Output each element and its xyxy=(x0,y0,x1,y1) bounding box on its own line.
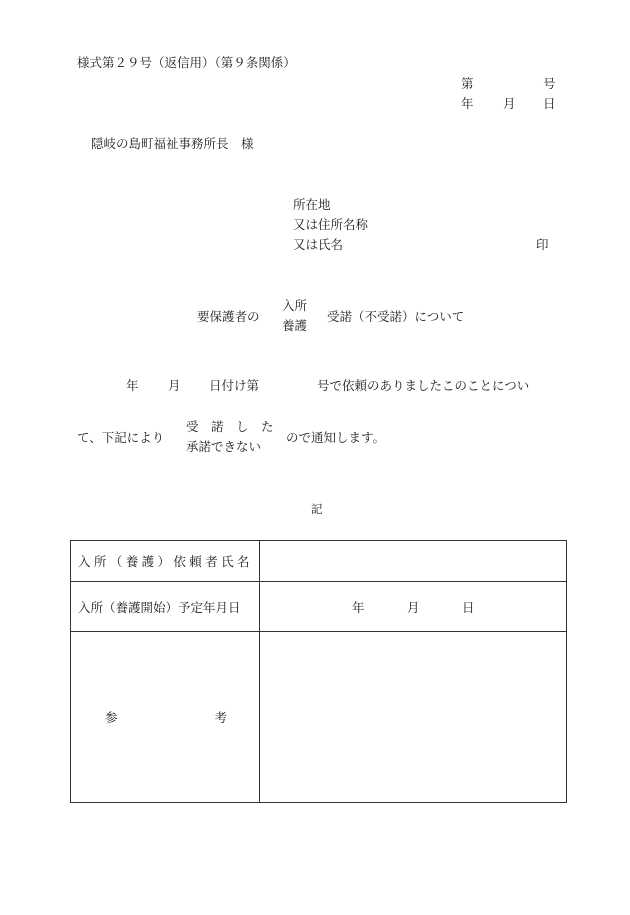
subject-option-nyusho: 入所 xyxy=(282,298,308,313)
body-year: 年 xyxy=(126,378,139,393)
planned-date-label-cell xyxy=(71,582,260,632)
requester-name-label: 入所（養護）依頼者氏名 xyxy=(78,554,253,569)
table-row xyxy=(71,632,567,803)
body-option-accepted: 受 諾 し た xyxy=(186,419,274,434)
requester-name-label-cell xyxy=(71,541,260,582)
addressee: 隠岐の島町福祉事務所長 様 xyxy=(91,136,254,151)
doc-number-suffix: 号 xyxy=(543,76,556,91)
table-row xyxy=(71,582,567,632)
subject-prefix: 要保護者の xyxy=(197,309,260,324)
body-line1-rest: 号で依頼のありましたこのことについ xyxy=(317,378,530,393)
planned-date-month: 月 xyxy=(407,599,420,615)
requester-name-field[interactable] xyxy=(260,541,567,582)
doc-number-prefix: 第 xyxy=(461,76,474,91)
planned-date-year: 年 xyxy=(352,599,365,615)
remarks-field[interactable] xyxy=(260,632,567,803)
remarks-label-right: 考 xyxy=(214,710,227,725)
doc-date-month: 月 xyxy=(503,96,516,111)
remarks-label-left: 参 xyxy=(105,710,118,725)
subject-option-yougo: 養護 xyxy=(282,318,308,333)
subject-suffix: 受諾（不受諾）について xyxy=(327,309,465,324)
form-number: 様式第２９号（返信用）（第９条関係） xyxy=(77,55,296,70)
table-row xyxy=(71,541,567,582)
doc-date-day: 日 xyxy=(543,96,556,111)
body-line2-suffix: ので通知します。 xyxy=(286,430,386,445)
sender-name-label: 又は住所名称 xyxy=(293,217,369,232)
sender-address-label: 所在地 xyxy=(293,197,331,212)
body-line2-prefix: て、下記により xyxy=(77,430,165,445)
planned-date-field[interactable] xyxy=(260,582,567,632)
remarks-label-cell xyxy=(71,632,260,803)
details-table xyxy=(70,540,567,803)
planned-date-label: 入所（養護開始）予定年月日 xyxy=(78,599,241,615)
ki-heading: 記 xyxy=(311,502,323,516)
body-option-not-accepted: 承諾できない xyxy=(186,439,262,454)
seal-mark: 印 xyxy=(536,237,549,252)
sender-person-label: 又は氏名 xyxy=(293,237,344,252)
planned-date-day: 日 xyxy=(462,599,475,615)
body-month: 月 xyxy=(168,378,181,393)
body-day-number: 日付け第 xyxy=(209,378,260,393)
doc-date-year: 年 xyxy=(461,96,474,111)
